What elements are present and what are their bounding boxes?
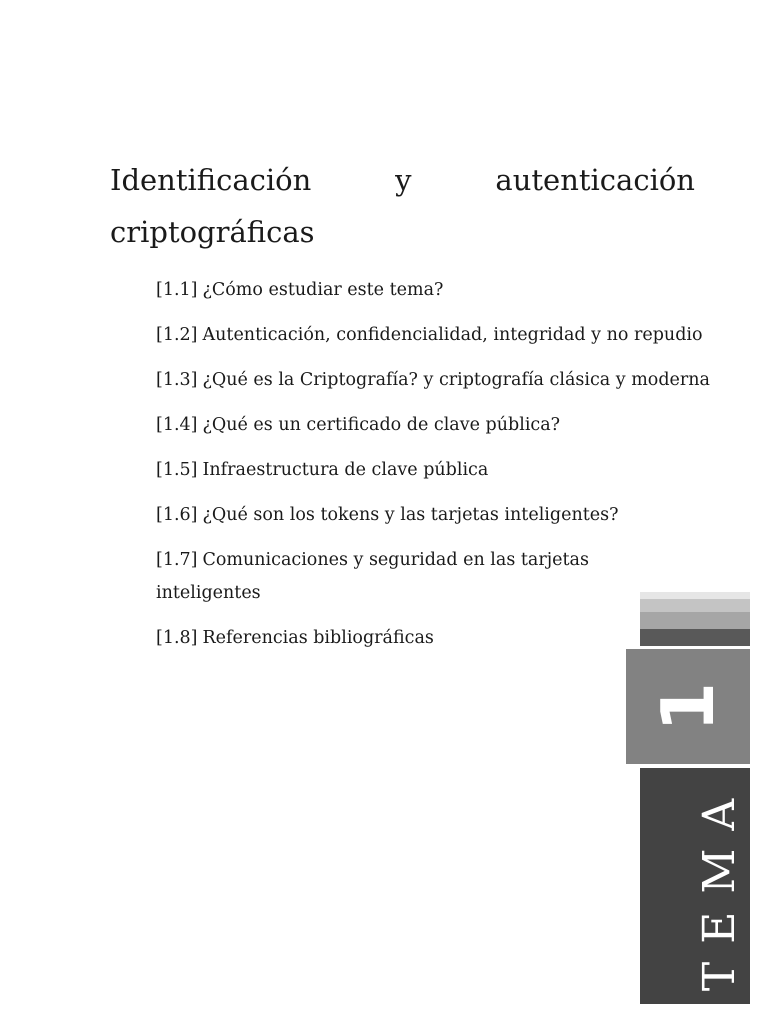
chapter-label-box: [640, 768, 750, 1004]
page-title: Identificación y autenticación criptográficas: [110, 163, 695, 249]
decorative-stripe: [640, 612, 750, 629]
toc-item: [156, 364, 721, 397]
toc-item: [156, 409, 721, 442]
toc-item-text: Referencias bibliográficas: [202, 628, 434, 648]
toc-item-number: [1.2]: [156, 325, 198, 345]
chapter-number: 1: [646, 681, 730, 733]
toc-item-text: Comunicaciones y seguridad en las tarjetas inteligentes: [156, 550, 589, 603]
toc-item-number: [1.4]: [156, 415, 198, 435]
toc-item-text: ¿Qué es la Criptografía? y criptografía clásica y moderna: [202, 370, 710, 390]
toc-item-number: [1.1]: [156, 280, 198, 300]
toc-item: [156, 319, 721, 352]
table-of-contents: [156, 274, 721, 667]
toc-item-text: ¿Qué es un certificado de clave pública?: [202, 415, 561, 435]
decorative-stripe: [640, 599, 750, 612]
toc-item-number: [1.7]: [156, 550, 198, 570]
chapter-label: TEMA: [694, 780, 745, 992]
toc-item-text: ¿Cómo estudiar este tema?: [202, 280, 444, 300]
decorative-stripe: [640, 592, 750, 599]
toc-item-number: [1.8]: [156, 628, 198, 648]
decorative-stripe: [640, 629, 750, 646]
toc-item-text: ¿Qué son los tokens y las tarjetas inteligentes?: [202, 505, 619, 525]
toc-item: [156, 274, 721, 307]
chapter-number-box: [626, 649, 750, 764]
toc-item-number: [1.3]: [156, 370, 198, 390]
toc-item: [156, 544, 606, 610]
toc-item-text: Infraestructura de clave pública: [202, 460, 489, 480]
toc-item-number: [1.6]: [156, 505, 198, 525]
toc-item: [156, 499, 721, 532]
toc-item: [156, 454, 721, 487]
toc-item-number: [1.5]: [156, 460, 198, 480]
toc-item-text: Autenticación, confidencialidad, integridad y no repudio: [202, 325, 703, 345]
